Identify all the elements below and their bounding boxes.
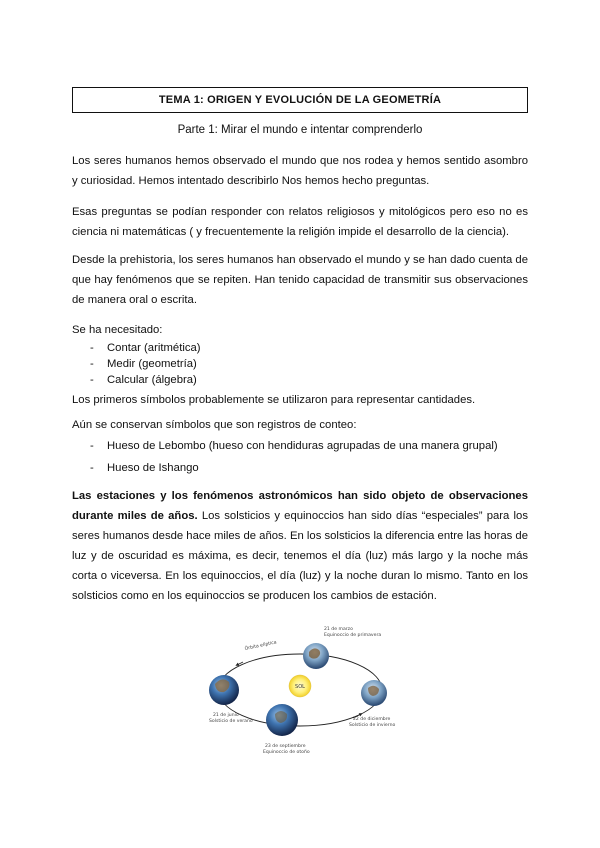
subtitle: Parte 1: Mirar el mundo e intentar comprenderlo (177, 124, 423, 136)
december-date-label: 22 de diciembre (353, 717, 391, 722)
needs-intro: Se ha necesitado: (72, 324, 163, 336)
paragraph-1 (72, 151, 528, 191)
seasons-orbit-figure (203, 622, 397, 756)
paragraph-7-rest: Los solsticios y equinoccios han sido días “especiales” para los seres humanos desde hace miles de años. En los solsticios la diferencia entre las horas de luz y de oscuridad es máxima, es decir, tenemos el día (luz) más largo y la noche más corta o viceversa. En los equinoccios, el día (luz) y la noche duran lo mismo. Tanto en los solsticios como en los equinoccios se producen los cambios de estación. (72, 510, 528, 602)
paragraph-7 (72, 486, 528, 606)
march-date-label: 21 de marzo (324, 627, 353, 632)
paragraph-3 (72, 250, 528, 310)
orbit-diagram (203, 622, 397, 756)
paragraph-7-text (72, 486, 528, 606)
sun-icon (289, 675, 311, 697)
page-title: TEMA 1: ORIGEN Y EVOLUCIÓN DE LA GEOMETRÍA (158, 94, 442, 106)
paragraph-7-bold: Las estaciones y los fenómenos astronómicos han sido objeto de observaciones durante miles de años. (72, 490, 528, 522)
december-event-label: Solsticio de invierno (349, 723, 396, 728)
earth-march-icon (303, 643, 329, 669)
paragraph-2 (72, 202, 528, 242)
needs-section (72, 320, 528, 388)
june-date-label: 21 de junio (213, 713, 239, 718)
september-event-label: Equinoccio de otoño (263, 750, 310, 755)
paragraph-5-text: Los primeros símbolos probablemente se utilizaron para representar cantidades. (72, 394, 476, 406)
list-item: - Contar (aritmética) (72, 340, 528, 356)
june-event-label: Solsticio de verano (209, 719, 253, 724)
orbit-label: Órbita elíptica (244, 640, 278, 652)
paragraph-3-text: Desde la prehistoria, los seres humanos han observado el mundo y se han dado cuenta de que hay fenómenos que se repiten. Han tenido capacidad de transmitir sus observaciones de manera oral o escrita. (72, 254, 528, 306)
september-date-label: 23 de septiembre (265, 744, 306, 749)
list-item: - Hueso de Ishango (72, 457, 528, 479)
earth-september-icon (266, 704, 298, 736)
records-list (72, 435, 528, 479)
records-section (72, 415, 528, 479)
paragraph-2-text: Esas preguntas se podían responder con relatos religiosos y mitológicos pero eso no es ciencia ni matemáticas ( y frecuentemente la religión impide el desarrollo de la ciencia). (72, 206, 528, 238)
list-item: - Medir (geometría) (72, 356, 528, 372)
list-item: - Hueso de Lebombo (hueso con hendiduras agrupadas de una manera grupal) (72, 435, 528, 457)
paragraph-5 (72, 390, 528, 410)
earth-june-icon (209, 675, 239, 705)
records-intro: Aún se conservan símbolos que son registros de conteo: (72, 419, 357, 431)
sun-label: SOL (295, 684, 305, 690)
march-event-label: Equinoccio de primavera (324, 633, 382, 638)
needs-list (72, 340, 528, 388)
title-box (72, 87, 528, 113)
list-item: - Calcular (álgebra) (72, 372, 528, 388)
paragraph-1-text: Los seres humanos hemos observado el mundo que nos rodea y hemos sentido asombro y curiosidad. Hemos intentado describirlo Nos hemos hecho preguntas. (72, 155, 528, 187)
earth-december-icon (361, 680, 387, 706)
